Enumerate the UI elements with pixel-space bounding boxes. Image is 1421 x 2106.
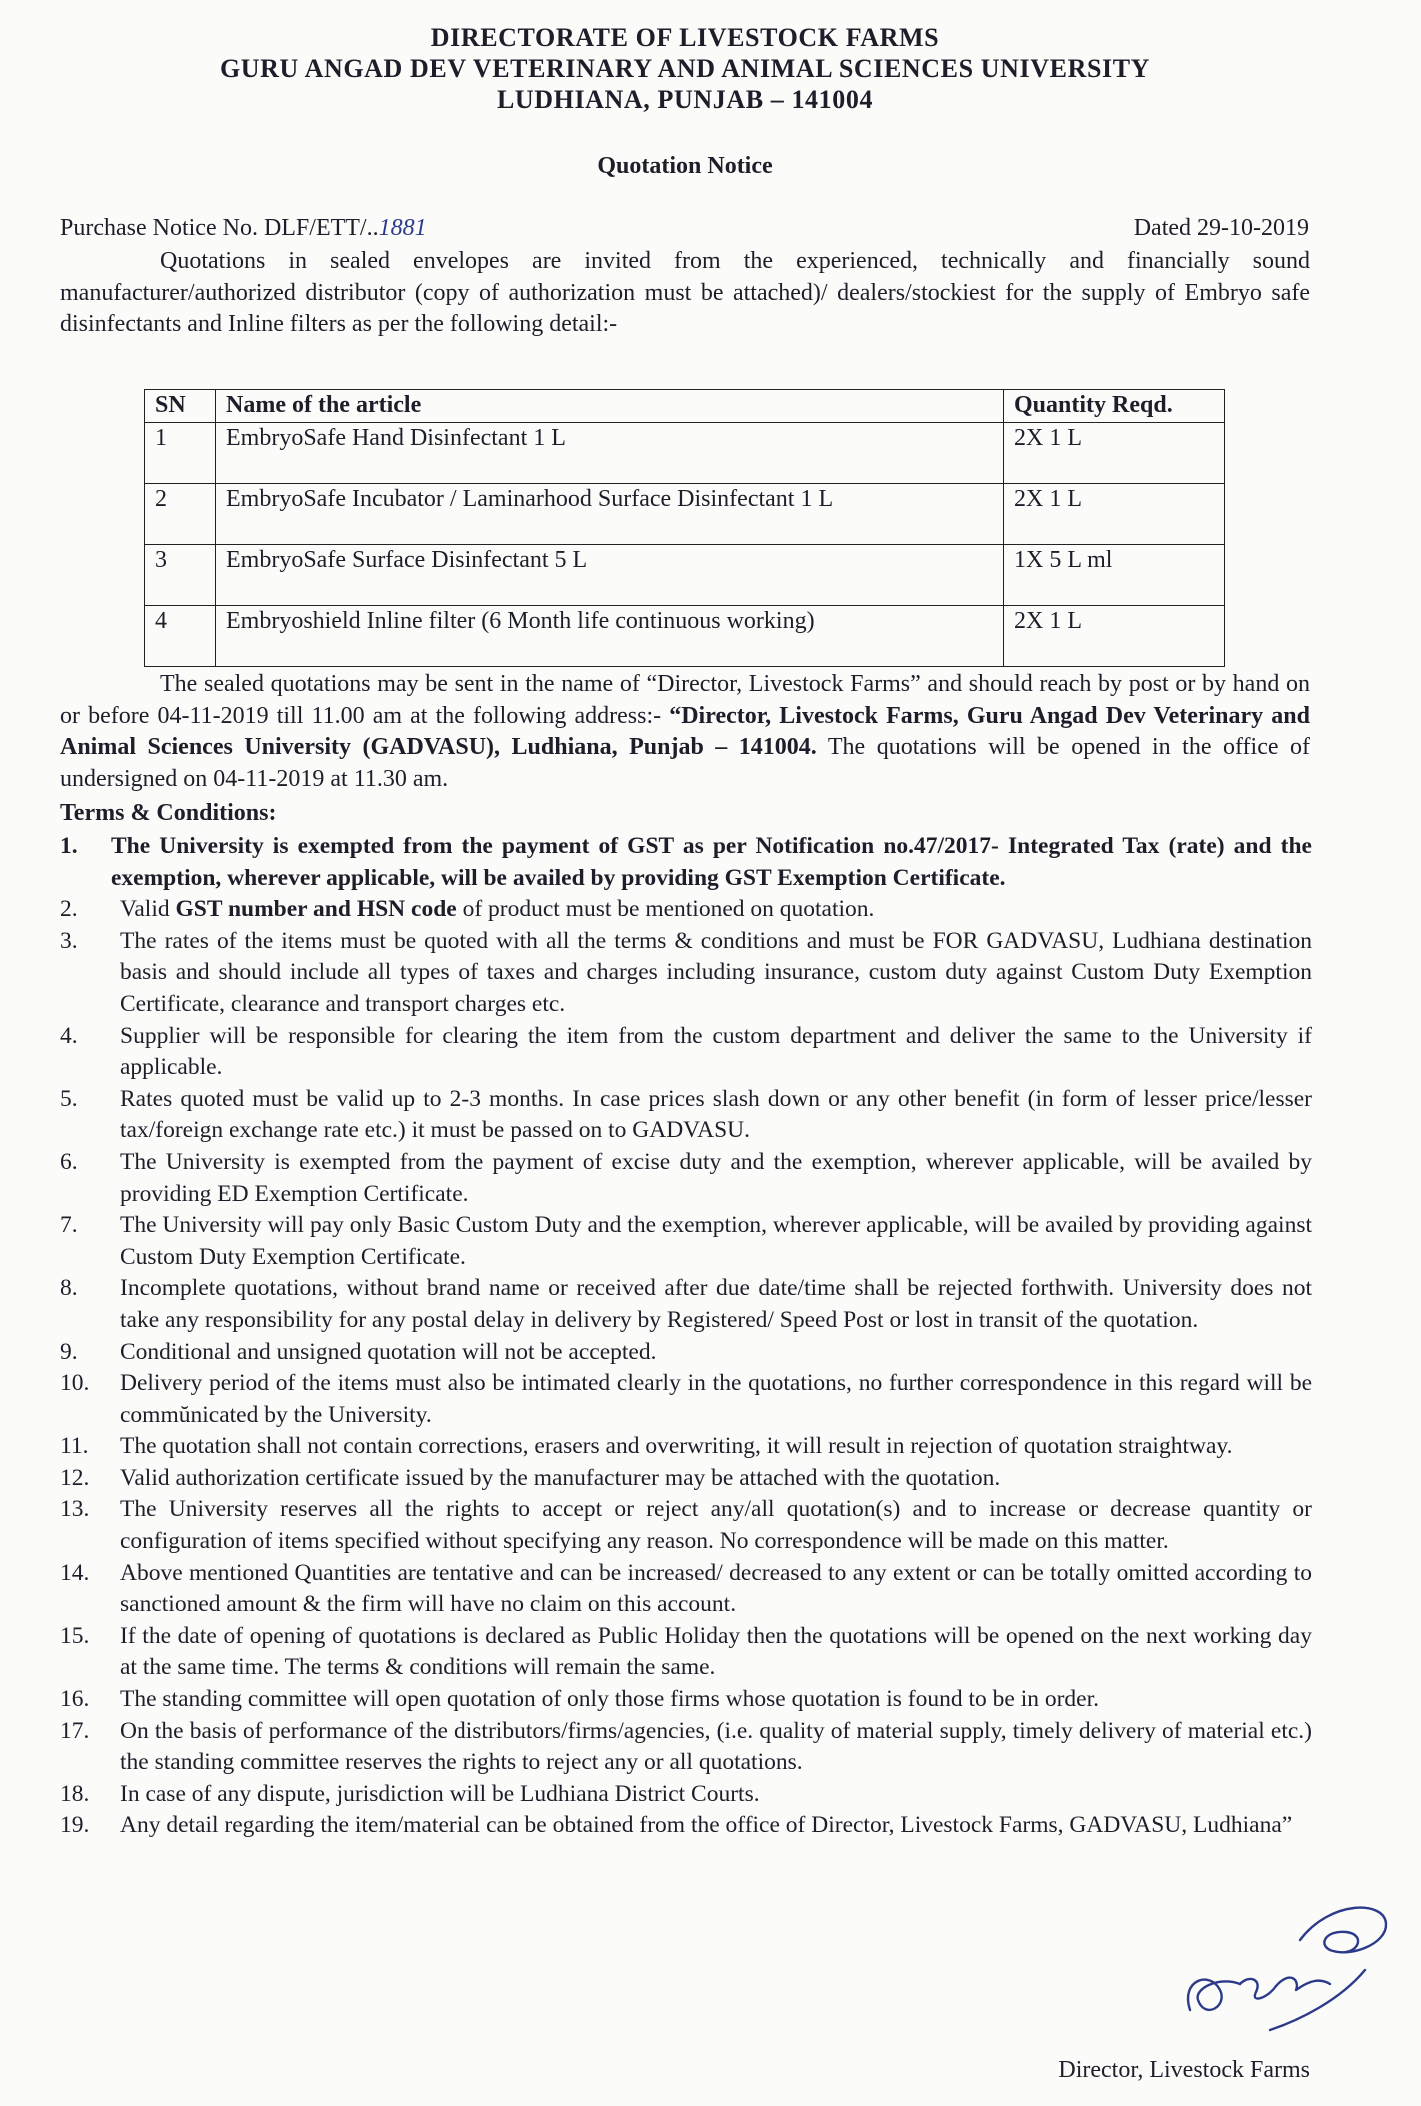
term-number: 12. bbox=[60, 1464, 90, 1491]
list-item bbox=[60, 1368, 1312, 1431]
term-text: The University reserves all the rights to accept or reject any/all quotation(s) and to increase or decrease quantity or configuration of items specified without specifying any reason. No correspondence will be made on this matter. bbox=[120, 1496, 1312, 1555]
notice-date bbox=[1134, 215, 1309, 242]
term-number: 13. bbox=[60, 1496, 90, 1523]
submission-text: The sealed quotations may be sent in the name of “Director, Livestock Farms” and should reach by post or by hand on or before 04-11-2019 till 11.00 am at the following address:- bbox=[60, 671, 1310, 729]
term-number: 4. bbox=[60, 1022, 78, 1049]
term-text: Rates quoted must be valid up to 2-3 months. In case prices slash down or any other benefit (in form of lesser price/lesser tax/foreign exchange rate etc.) it must be passed on to GADVASU. bbox=[120, 1085, 1312, 1144]
term-text: The University is exempted from the payment of GST as per Notification no.47/2017- Integrated Tax (rate) and the exemption, wherever applicable, will be availed by providing GST Exemption Certificate. bbox=[111, 833, 1312, 891]
term-text-bold: GST number and HSN code bbox=[175, 896, 457, 923]
list-item bbox=[60, 1021, 1312, 1084]
column-header-article: Name of the article bbox=[216, 390, 1004, 423]
list-item bbox=[60, 894, 1312, 926]
cell-sn: 4 bbox=[145, 606, 216, 667]
list-item bbox=[60, 1684, 1312, 1716]
term-number: 1. bbox=[60, 833, 78, 859]
cell-article: EmbryoSafe Hand Disinfectant 1 L bbox=[216, 423, 1004, 484]
cell-quantity: 2X 1 L bbox=[1004, 484, 1225, 545]
column-header-quantity: Quantity Reqd. bbox=[1004, 390, 1225, 423]
list-item bbox=[60, 1716, 1312, 1779]
purchase-notice-label: Purchase Notice No. DLF/ETT/.. bbox=[60, 215, 379, 241]
term-text: Conditional and unsigned quotation will not be accepted. bbox=[120, 1338, 657, 1365]
cell-article: EmbryoSafe Surface Disinfectant 5 L bbox=[216, 545, 1004, 606]
table-row bbox=[145, 545, 1225, 606]
letterhead bbox=[0, 22, 1370, 115]
term-text: Supplier will be responsible for clearing the item from the custom department and deliver the same to the University if applicable. bbox=[120, 1022, 1312, 1081]
term-number: 3. bbox=[60, 927, 78, 954]
table-row bbox=[145, 484, 1225, 545]
list-item bbox=[60, 1337, 1312, 1369]
term-number: 7. bbox=[60, 1212, 78, 1239]
cell-quantity: 1X 5 L ml bbox=[1004, 545, 1225, 606]
dated-value: 29-10-2019 bbox=[1197, 215, 1309, 241]
signatory-designation: Director, Livestock Farms bbox=[1058, 2057, 1310, 2083]
term-text: The rates of the items must be quoted with all the terms & conditions and must be FOR GADVASU, Ludhiana destination basis and should include all types of taxes and charges including insurance, custom duty against Custom Duty Exemption Certificate, clearance and transport charges etc. bbox=[120, 927, 1312, 1017]
document-title: Quotation Notice bbox=[597, 153, 773, 179]
handwritten-notice-number: 1881 bbox=[378, 215, 427, 241]
dated-label: Dated bbox=[1133, 215, 1198, 241]
term-text: Delivery period of the items must also be intimated clearly in the quotations, no further correspondence in this regard will be commŭnicated by the University. bbox=[120, 1370, 1312, 1428]
table-row bbox=[145, 606, 1225, 667]
term-number: 14. bbox=[60, 1559, 90, 1586]
letterhead-line-1: DIRECTORATE OF LIVESTOCK FARMS bbox=[430, 23, 940, 52]
list-item bbox=[60, 1273, 1312, 1336]
list-item bbox=[60, 1494, 1312, 1557]
list-item bbox=[60, 1084, 1312, 1147]
term-text-pre: Valid bbox=[120, 896, 176, 923]
term-number: 11. bbox=[60, 1433, 89, 1460]
list-item bbox=[60, 1810, 1312, 1842]
purchase-notice-number bbox=[60, 215, 427, 242]
list-item bbox=[60, 1621, 1312, 1684]
submission-address: “Director, Livestock Farms, Guru Angad Dev Veterinary and Animal Sciences University (GADVASU), Ludhiana, Punjab – 141004. bbox=[60, 702, 1310, 760]
opening-text: The quotations will be opened in the office of undersigned on 04-11-2019 at 11.30 am. bbox=[60, 734, 1310, 792]
term-text: Valid authorization certificate issued by the manufacturer may be attached with the quotation. bbox=[120, 1464, 1001, 1491]
column-header-sn: SN bbox=[145, 390, 216, 423]
term-number: 8. bbox=[60, 1275, 78, 1302]
terms-list bbox=[60, 831, 1312, 1842]
cell-quantity: 2X 1 L bbox=[1004, 423, 1225, 484]
term-number: 5. bbox=[60, 1085, 78, 1112]
term-number: 17. bbox=[60, 1717, 90, 1744]
cell-article: EmbryoSafe Incubator / Laminarhood Surface Disinfectant 1 L bbox=[216, 484, 1004, 545]
term-text-post: of product must be mentioned on quotation. bbox=[456, 896, 875, 923]
term-text: Above mentioned Quantities are tentative and can be increased/ decreased to any extent or can be totally omitted according to sanctioned amount & the firm will have no claim on this account. bbox=[120, 1559, 1312, 1618]
list-item bbox=[60, 1431, 1312, 1463]
items-table bbox=[144, 389, 1225, 667]
terms-heading: Terms & Conditions: bbox=[60, 800, 277, 826]
term-number: 9. bbox=[60, 1338, 78, 1365]
term-text: On the basis of performance of the distributors/firms/agencies, (i.e. quality of material supply, timely delivery of material etc.) the standing committee reserves the rights to reject any or all quotations. bbox=[120, 1717, 1312, 1776]
term-text: The University will pay only Basic Custom Duty and the exemption, wherever applicable, will be availed by providing against Custom Duty Exemption Certificate. bbox=[120, 1212, 1312, 1270]
term-text: In case of any dispute, jurisdiction will be Ludhiana District Courts. bbox=[120, 1780, 760, 1807]
list-item bbox=[60, 1779, 1312, 1811]
cell-sn: 3 bbox=[145, 545, 216, 606]
term-number: 16. bbox=[60, 1686, 90, 1713]
term-text: The standing committee will open quotation of only those firms whose quotation is found to be in order. bbox=[120, 1686, 1100, 1713]
submission-paragraph bbox=[60, 669, 1310, 795]
list-item bbox=[60, 1463, 1312, 1495]
intro-paragraph: Quotations in sealed envelopes are invited from the experienced, technically and financially sound manufacturer/authorized distributor (copy of authorization must be attached)/ dealers/stockiest for the supply of Embryo safe disinfectants and Inline filters as per the following detail:- bbox=[60, 248, 1310, 337]
letterhead-line-2: GURU ANGAD DEV VETERINARY AND ANIMAL SCIENCES UNIVERSITY bbox=[219, 54, 1151, 83]
term-text: Incomplete quotations, without brand name or received after due date/time shall be rejected forthwith. University does not take any responsibility for any postal delay in delivery by Registered/ Speed Post or lost in transit of the quotation. bbox=[120, 1275, 1312, 1333]
term-number: 6. bbox=[60, 1148, 78, 1175]
cell-sn: 1 bbox=[145, 423, 216, 484]
table-row bbox=[145, 423, 1225, 484]
cell-quantity: 2X 1 L bbox=[1004, 606, 1225, 667]
term-number: 2. bbox=[60, 896, 78, 923]
cell-sn: 2 bbox=[145, 484, 216, 545]
term-number: 18. bbox=[60, 1780, 90, 1807]
term-text: The University is exempted from the payment of excise duty and the exemption, wherever applicable, will be availed by providing ED Exemption Certificate. bbox=[120, 1148, 1312, 1207]
handwritten-signature bbox=[1150, 1880, 1390, 2040]
list-item bbox=[60, 1147, 1312, 1210]
term-text: Any detail regarding the item/material can be obtained from the office of Director, Livestock Farms, GADVASU, Ludhiana” bbox=[120, 1812, 1293, 1839]
list-item bbox=[60, 1210, 1312, 1273]
term-text: The quotation shall not contain corrections, erasers and overwriting, it will result in rejection of quotation straightway. bbox=[120, 1433, 1233, 1460]
term-number: 10. bbox=[60, 1370, 90, 1397]
term-number: 15. bbox=[60, 1622, 90, 1649]
table-header-row bbox=[145, 390, 1225, 423]
list-item bbox=[60, 926, 1312, 1021]
list-item bbox=[60, 831, 1312, 894]
term-number: 19. bbox=[60, 1812, 90, 1839]
term-text: If the date of opening of quotations is declared as Public Holiday then the quotations will be opened on the next working day at the same time. The terms & conditions will remain the same. bbox=[120, 1622, 1312, 1681]
letterhead-line-3: LUDHIANA, PUNJAB – 141004 bbox=[496, 85, 874, 114]
list-item bbox=[60, 1558, 1312, 1621]
cell-article: Embryoshield Inline filter (6 Month life continuous working) bbox=[216, 606, 1004, 667]
